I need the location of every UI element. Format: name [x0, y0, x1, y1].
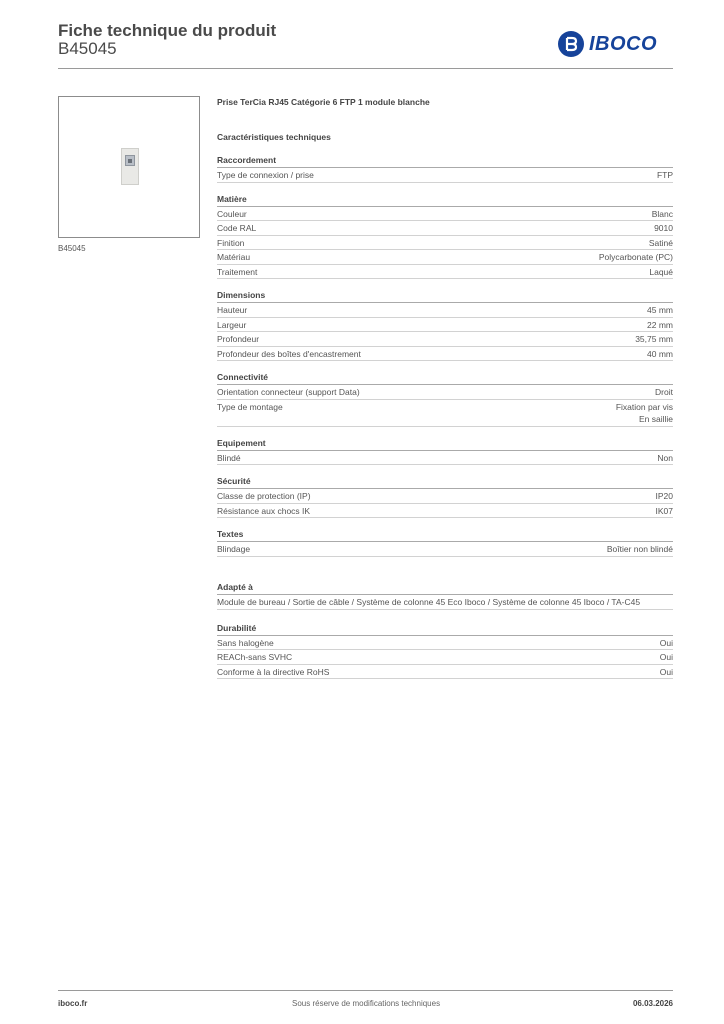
spec-row	[217, 347, 673, 362]
adapted-text: Module de bureau / Sortie de câble / Système de colonne 45 Eco Iboco / Système de colonne 45 Iboco / TA-C45	[217, 595, 673, 610]
spec-value: Oui	[659, 652, 673, 662]
durability-section	[217, 622, 673, 680]
spec-value: Oui	[659, 637, 673, 648]
spec-label: Profondeur	[217, 334, 260, 344]
spec-row	[217, 303, 673, 318]
spec-section	[217, 154, 673, 183]
spec-value: Satiné	[648, 237, 673, 248]
spec-value: Non	[657, 452, 673, 463]
spec-label: Blindage	[217, 544, 251, 554]
spec-label: Profondeur des boîtes d'encastrement	[217, 348, 361, 359]
spec-row	[217, 221, 673, 236]
page-title: Fiche technique du produit	[58, 21, 277, 40]
image-caption: B45045	[58, 244, 86, 253]
product-code: B45045	[58, 39, 117, 58]
product-image	[121, 148, 139, 185]
tech-section-title: Caractéristiques techniques	[217, 132, 331, 142]
rj45-port-icon	[125, 155, 135, 166]
spec-label: Largeur	[217, 319, 247, 330]
section-title: Raccordement	[217, 154, 673, 168]
spec-row	[217, 236, 673, 251]
spec-value: FTP	[656, 170, 673, 180]
spec-row	[217, 265, 673, 280]
brand-logo	[558, 28, 657, 60]
spec-value: Blanc	[651, 208, 673, 219]
spec-label: Finition	[217, 237, 245, 248]
spec-section	[217, 193, 673, 280]
spec-value: IP20	[655, 491, 673, 501]
spec-row	[217, 504, 673, 519]
spec-value: Polycarbonate (PC)	[598, 252, 673, 262]
spec-label: Hauteur	[217, 305, 248, 315]
product-name: Prise TerCia RJ45 Catégorie 6 FTP 1 module blanche	[217, 97, 430, 107]
spec-section	[217, 475, 673, 518]
section-title: Sécurité	[217, 475, 673, 489]
spec-row	[217, 650, 673, 665]
section-title: Equipement	[217, 437, 673, 451]
spec-section	[217, 528, 673, 557]
spec-row	[217, 168, 673, 183]
spec-value: Oui	[659, 666, 673, 677]
spec-label: REACh-sans SVHC	[217, 652, 293, 662]
header-divider	[58, 68, 673, 69]
spec-value: IK07	[655, 505, 673, 516]
footer-date: 06.03.2026	[632, 999, 673, 1008]
product-image-frame	[58, 96, 200, 238]
spec-row	[217, 636, 673, 651]
spec-value: 22 mm	[647, 319, 673, 330]
spec-value: 9010	[654, 223, 673, 233]
spec-row	[217, 332, 673, 347]
spec-label: Matériau	[217, 252, 251, 262]
section-title: Connectivité	[217, 371, 673, 385]
spec-label: Type de montage	[217, 401, 283, 412]
spec-label: Traitement	[217, 266, 258, 277]
spec-row	[217, 665, 673, 680]
logo-text: IBOCO	[589, 32, 658, 55]
spec-value: Laqué	[649, 266, 673, 277]
adapted-section	[217, 581, 673, 610]
spec-value: Boîtier non blindé	[606, 544, 673, 554]
spec-value: Droit	[655, 387, 673, 397]
section-title: Durabilité	[217, 622, 673, 636]
spec-label: Résistance aux chocs IK	[217, 505, 311, 516]
spec-row	[217, 542, 673, 557]
spec-section	[217, 437, 673, 466]
spec-label: Blindé	[217, 452, 241, 463]
footer-divider	[58, 990, 673, 991]
section-title: Matière	[217, 193, 673, 207]
spec-label: Classe de protection (IP)	[217, 491, 311, 501]
spec-sections	[217, 154, 673, 557]
spec-row	[217, 385, 673, 400]
spec-value: 40 mm	[647, 348, 673, 359]
spec-label: Couleur	[217, 208, 247, 219]
spec-row	[217, 207, 673, 222]
spec-value: 45 mm	[647, 305, 673, 315]
spec-section	[217, 289, 673, 361]
spec-content	[217, 95, 673, 679]
spec-row	[217, 489, 673, 504]
footer-site-link[interactable]: iboco.fr	[58, 999, 88, 1008]
logo-mark-icon	[558, 31, 584, 57]
spec-row	[217, 400, 673, 427]
spec-label: Orientation connecteur (support Data)	[217, 387, 360, 397]
spec-label: Sans halogène	[217, 637, 274, 648]
footer-note: Sous réserve de modifications techniques	[292, 999, 441, 1008]
spec-row	[217, 250, 673, 265]
spec-value: 35,75 mm	[635, 334, 673, 344]
spec-value: Fixation par vis En saillie	[615, 401, 673, 424]
section-title: Textes	[217, 528, 673, 542]
spec-label: Type de connexion / prise	[217, 170, 314, 180]
spec-row	[217, 451, 673, 466]
section-title: Adapté à	[217, 581, 673, 595]
spec-label: Conforme à la directive RoHS	[217, 666, 330, 677]
spec-label: Code RAL	[217, 223, 257, 233]
section-title: Dimensions	[217, 289, 673, 303]
spec-section	[217, 371, 673, 427]
spec-row	[217, 318, 673, 333]
